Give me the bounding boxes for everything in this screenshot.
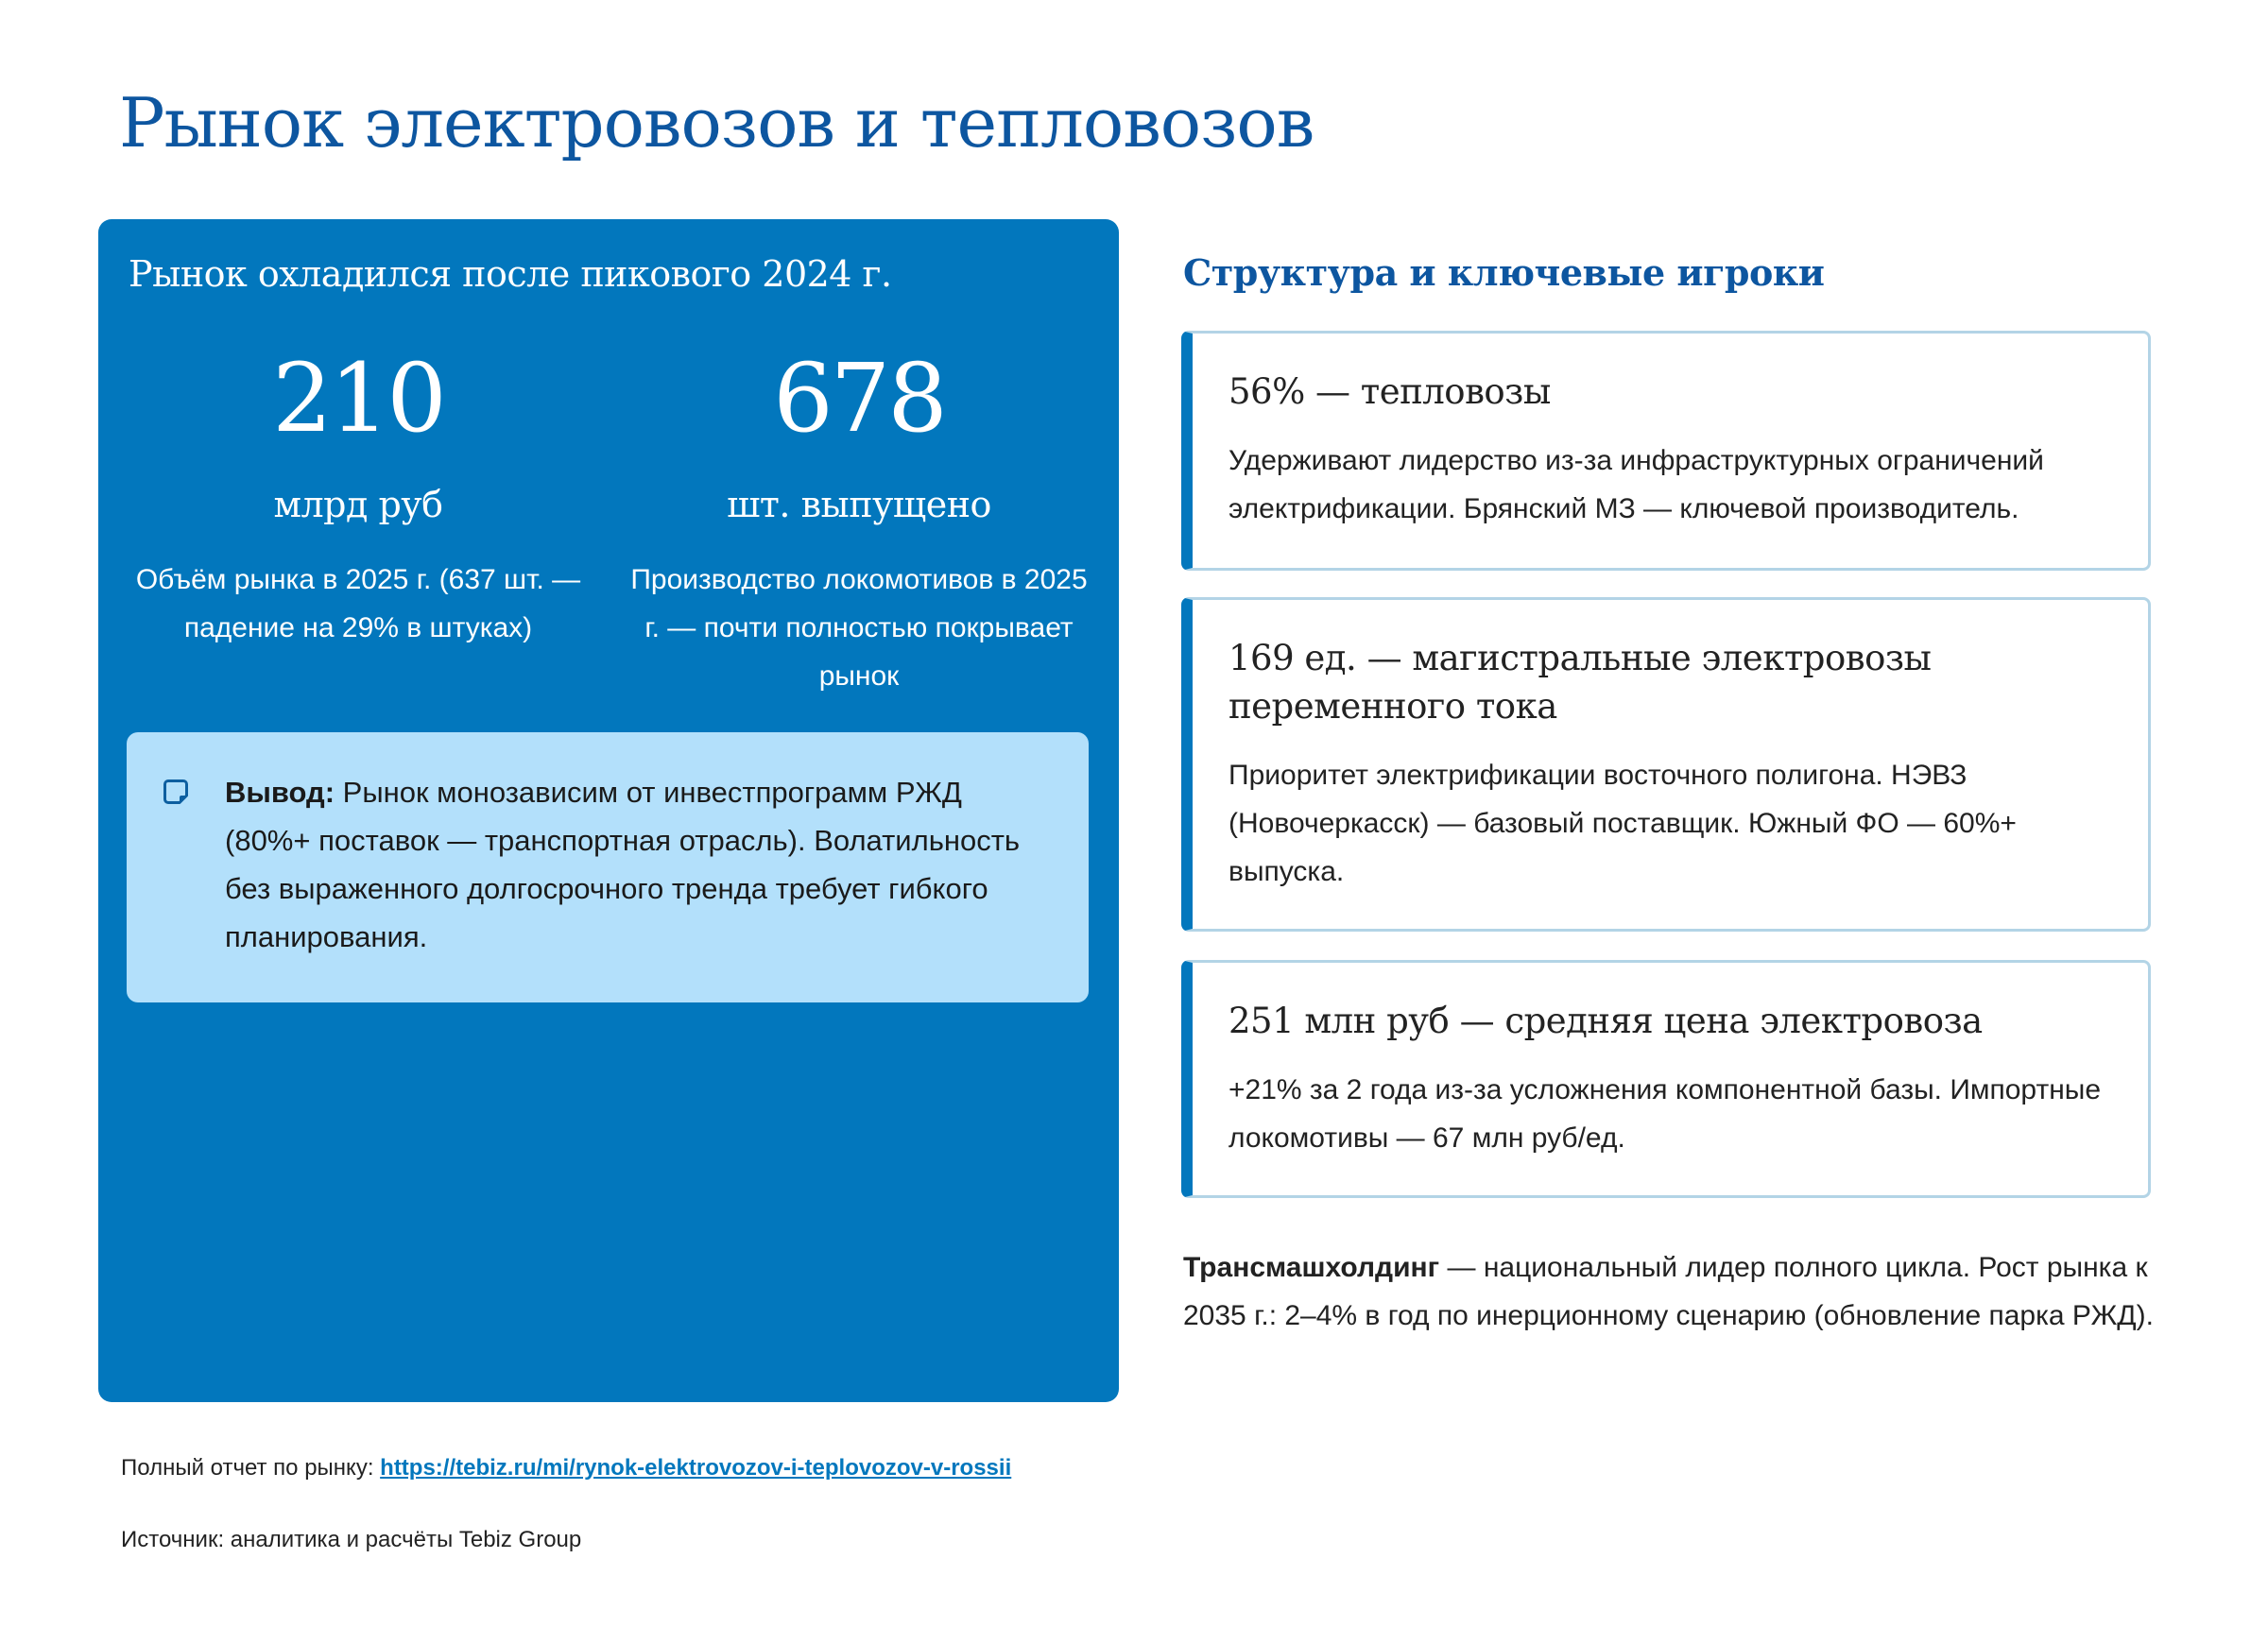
stat-production — [613, 333, 1105, 700]
conclusion-body: Рынок монозависим от инвестпрограмм РЖД (80%+ поставок — транспортная отрасль). Волатильность без выраженного долгосрочного тренда требует гибкого планирования. — [225, 776, 1021, 953]
stat-unit: шт. выпущено — [727, 484, 991, 525]
stat-market-volume — [112, 333, 604, 652]
info-card-title: 169 ед. — магистральные электровозы переменного тока — [1228, 638, 1932, 727]
page-title: Рынок электровозов и тепловозов — [119, 83, 1314, 163]
info-card-body: Удерживают лидерство из-за инфраструктурных ограничений электрификации. Брянский МЗ — ключевой производитель. — [1228, 445, 2044, 524]
source-note: Источник: аналитика и расчёты Tebiz Group — [121, 1527, 582, 1552]
full-report-link[interactable]: https://tebiz.ru/mi/rynok-elektrovozov-i-teplovozov-v-rossii — [380, 1455, 1012, 1481]
conclusion-label: Вывод: — [225, 776, 335, 809]
full-report-line — [121, 1455, 1011, 1481]
stat-description: Объём рынка в 2025 г. (637 шт. — падение на 29% в штуках) — [135, 564, 581, 643]
info-card-average-price — [1181, 960, 2151, 1198]
market-summary-subtitle: Рынок охладился после пикового 2024 г. — [129, 253, 892, 295]
info-card-body: Приоритет электрификации восточного полигона. НЭВЗ (Новочеркасск) — базовый поставщик. Южный ФО — 60%+ выпуска. — [1228, 760, 2017, 887]
stat-unit: млрд руб — [273, 484, 443, 525]
info-card-title: 251 млн руб — средняя цена электровоза — [1228, 1001, 1983, 1041]
info-card-title: 56% — тепловозы — [1228, 371, 1551, 412]
stat-description: Производство локомотивов в 2025 г. — почти полностью покрывает рынок — [630, 564, 1088, 692]
sticky-note-icon — [163, 779, 189, 805]
summary-company: Трансмашхолдинг — [1183, 1252, 1440, 1283]
market-leader-summary — [1183, 1243, 2166, 1340]
stat-value: 210 — [272, 343, 444, 454]
full-report-label: Полный отчет по рынку: — [121, 1455, 381, 1481]
summary-text: — национальный лидер полного цикла. Рост рынка к 2035 г.: 2–4% в год по инерционному сценарию (обновление парка РЖД). — [1183, 1252, 2154, 1331]
conclusion-box — [127, 732, 1089, 1002]
conclusion-text — [225, 768, 1051, 961]
info-card-diesel-share — [1181, 331, 2151, 571]
stat-value: 678 — [773, 343, 945, 454]
market-summary-card — [98, 219, 1119, 1402]
info-card-body: +21% за 2 года из-за усложнения компонентной базы. Импортные локомотивы — 67 млн руб/ед. — [1228, 1074, 2102, 1154]
info-card-electric-locomotives — [1181, 597, 2151, 932]
structure-section-title: Структура и ключевые игроки — [1183, 251, 1825, 294]
